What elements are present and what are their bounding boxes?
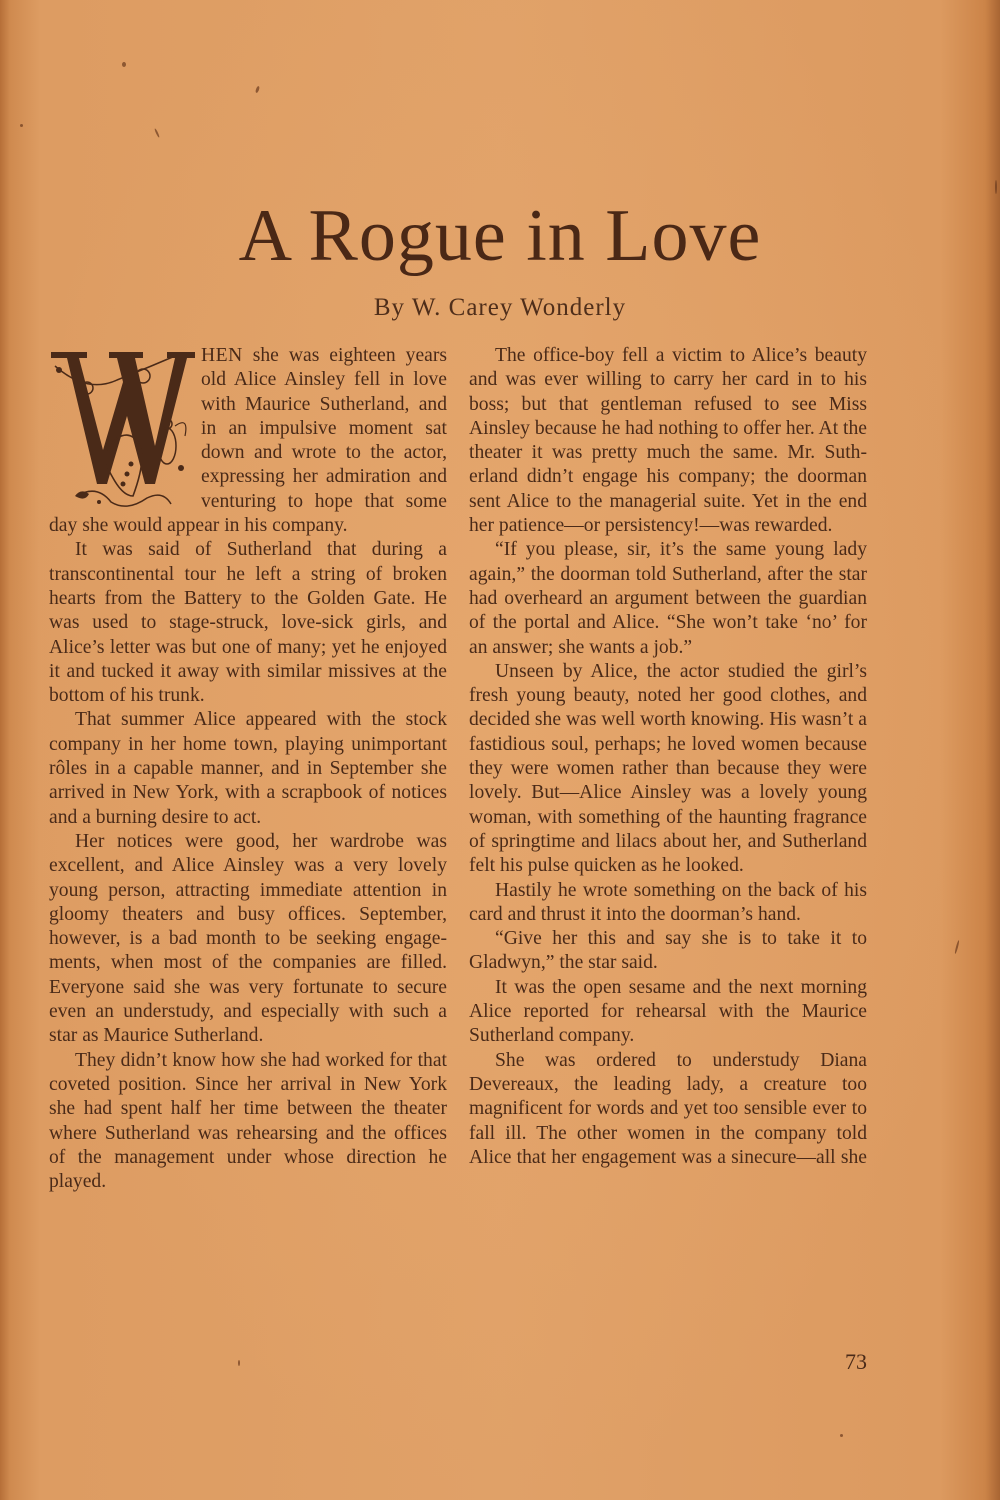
paper-speck [20, 124, 23, 127]
paragraph: They didn’t know how she had worked for that coveted position. Since her arrival in New York she had spent half her time between the theater where Sutherland was rehearsing and the offices of the management under whose direction he played. [49, 1049, 447, 1193]
paragraph [49, 344, 447, 538]
paragraph-text: she was eighteen years old Alice Ainsley fell in love with Maurice Sutherland, and in an impulsive moment sat down and wrote to the actor, expressing her admiration and venturing to hope that some day she would appear in his company. [49, 345, 447, 537]
paragraph: Unseen by Alice, the actor studied the girl’s fresh young beauty, noted her good clothes, and decided she was well worth knowing. His wasn’t a fastidious soul, perhaps; he loved women because they were women rather than because they were lovely. But—Alice Ainsley was a lovely young woman, with something of the haunting fragrance of springtime and lilacs about her, and Sutherland felt his pulse quicken as he looked. [469, 660, 867, 877]
paper-speck [840, 1434, 843, 1437]
paragraph: It was said of Sutherland that during a transcontinental tour he left a string of broken hearts from the Battery to the Golden Gate. He was used to stage-struck, love-sick girls, and Alice’s letter was but one of many; yet he enjoyed it and tucked it away with similar missives at the bottom of his trunk. [49, 539, 447, 707]
paragraph: Hastily he wrote something on the back of his card and thrust it into the doorman’s hand. [469, 879, 867, 925]
paragraph: Her notices were good, her wardrobe was excellent, and Alice Ainsley was a very lovely young person, attracting immediate attention in gloomy theaters and busy offices. September, however, is a bad month to be seeking engagements, when most of the companies are filled. Everyone said she was very fortunate to secure even an understudy, and especially with such a star as Maurice Sutherland. [49, 830, 447, 1047]
paragraph: It was the open sesame and the next morning Alice reported for rehearsal with the Maurice Sutherland company. [469, 976, 867, 1047]
paragraph: “Give her this and say she is to take it to Gladwyn,” the star said. [469, 928, 867, 974]
paper-speck [238, 1360, 240, 1366]
paper-speck [954, 940, 960, 954]
ornamental-initial-w-icon [47, 346, 197, 514]
text-column-right [469, 344, 867, 1170]
paper-speck [995, 180, 997, 194]
paragraph: The office-boy fell a victim to Alice’s beauty and was ever willing to carry her card in to his boss; but that gentleman refused to see Miss Ainsley because he had nothing to offer her. At the theater it was pretty much the same. Mr. Sutherland didn’t engage his company; the doorman sent Alice to the managerial suite. Yet in the end her patience—or persistency!—was rewarded. [469, 345, 867, 537]
article-title: A Rogue in Love [238, 195, 762, 277]
paragraph: She was ordered to understudy Diana Devereaux, the leading lady, a creature too magnificent for words and yet too sensible ever to fall ill. The other women in the company told Alice that her engagement was a sinecure—all she [469, 1049, 867, 1168]
paper-speck [255, 86, 260, 94]
paper-speck [122, 62, 126, 67]
text-column-left [49, 344, 447, 1194]
page-number: 73 [845, 1349, 867, 1374]
article-byline: By W. Carey Wonderly [373, 294, 627, 321]
paper-speck [154, 128, 160, 138]
paragraph: That summer Alice appeared with the stock company in her home town, playing unimportant rôles in a capable manner, and in September she arrived in New York, with a scrapbook of notices and a burning desire to act. [49, 709, 447, 828]
paragraph: “If you please, sir, it’s the same young lady again,” the doorman told Sutherland, after the star had overheard an argument between the guardian of the portal and Alice. “She won’t take ‘no’ for an answer; she wants a job.” [469, 539, 867, 658]
lead-in-caps: HEN [201, 345, 243, 366]
